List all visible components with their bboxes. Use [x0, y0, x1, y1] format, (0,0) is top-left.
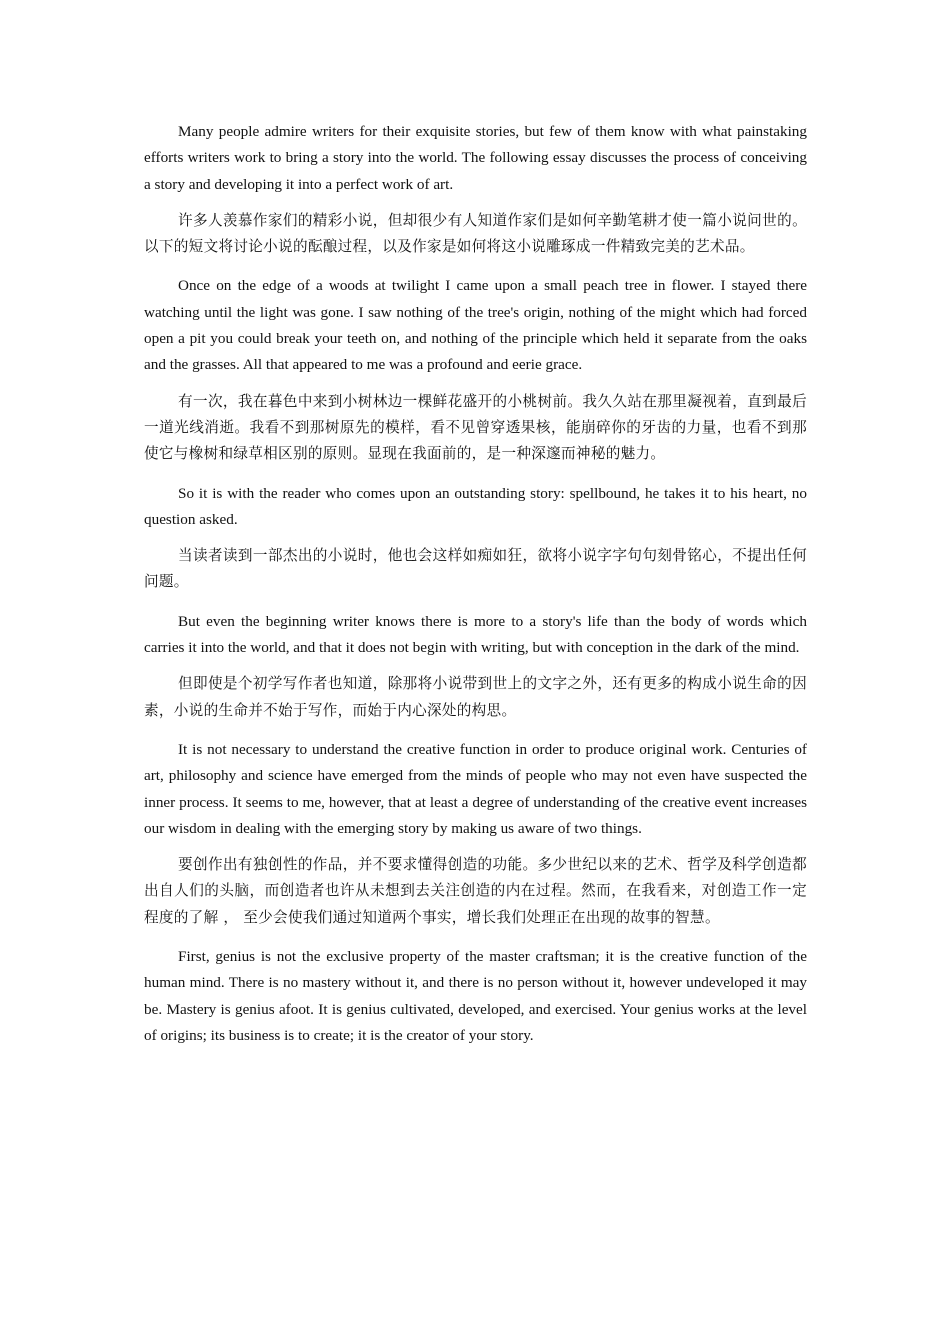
paragraph-zh-intro: 许多人羡慕作家们的精彩小说，但却很少有人知道作家们是如何辛勤笔耕才使一篇小说问世的。以下的短文将讨论小说的酝酿过程，以及作家是如何将这小说雕琢成一件精致完美的艺术品。 — [144, 211, 807, 256]
paragraph-en-creative-function: It is not necessary to understand the creative function in order to produce original work. Centuries of art, philosophy and science have emerged from the minds of people who may not even have suspected the inner process. It seems to me, however, that at least a degree of understanding of the creative event increases our wisdom in dealing with the emerging story by making us aware of two things. — [144, 740, 807, 837]
paragraph-en-genius: First, genius is not the exclusive property of the master craftsman; it is the creative function of the human mind. There is no mastery without it, and there is no person without it, however undeveloped it may be. Mastery is genius afoot. It is genius cultivated, developed, and exercised. Your genius works at the level of origins; its business is to create; it is the creator of your story. — [144, 948, 807, 1044]
paragraph-en-beginning-writer: But even the beginning writer knows there is more to a story's life than the body of words which carries it into the world, and that it does not begin with writing, but with conception in the dark of the mind. — [144, 612, 807, 657]
paragraph-en-intro: Many people admire writers for their exquisite stories, but few of them know with what painstaking efforts writers work to bring a story into the world. The following essay discusses the process of conceiving a story and developing it into a perfect work of art. — [144, 123, 807, 193]
paragraph-zh-creative-function: 要创作出有独创性的作品，并不要求懂得创造的功能。多少世纪以来的艺术、哲学及科学创造都出自人们的头脑，而创造者也许从未想到去关注创造的内在过程。然而，在我看来，对创造工作一定程度的了解 ， 至少会使我们通过知道两个事实，增长我们处理正在出现的故事的智慧。 — [144, 856, 807, 926]
paragraph-zh-peach-tree: 有一次，我在暮色中来到小树林边一棵鲜花盛开的小桃树前。我久久站在那里凝视着，直到最后一道光线消逝。我看不到那树原先的模样，看不见曾穿透果核，能崩碎你的牙齿的力量，也看不到那使它与橡树和绿草相区别的原则。显现在我面前的，是一种深邃而神秘的魅力。 — [144, 392, 807, 463]
paragraph-zh-reader: 当读者读到一部杰出的小说时，他也会这样如痴如狂，欲将小说字字句句刻骨铭心，不提出任何问题。 — [144, 547, 807, 591]
paragraph-zh-beginning-writer: 但即使是个初学写作者也知道，除那将小说带到世上的文字之外，还有更多的构成小说生命的因素，小说的生命并不始于写作，而始于内心深处的构思。 — [144, 675, 807, 719]
paragraph-en-peach-tree: Once on the edge of a woods at twilight I came upon a small peach tree in flower. I stayed there watching until the light was gone. I saw nothing of the tree's origin, nothing of the might which had forced open a pit you could break your teeth on, and nothing of the principle which held it separate from the oaks and the grasses. All that appeared to me was a profound and eerie grace. — [144, 277, 807, 374]
document-page — [144, 119, 807, 1059]
paragraph-en-reader: So it is with the reader who comes upon an outstanding story: spellbound, he takes it to his heart, no question asked. — [144, 484, 807, 528]
